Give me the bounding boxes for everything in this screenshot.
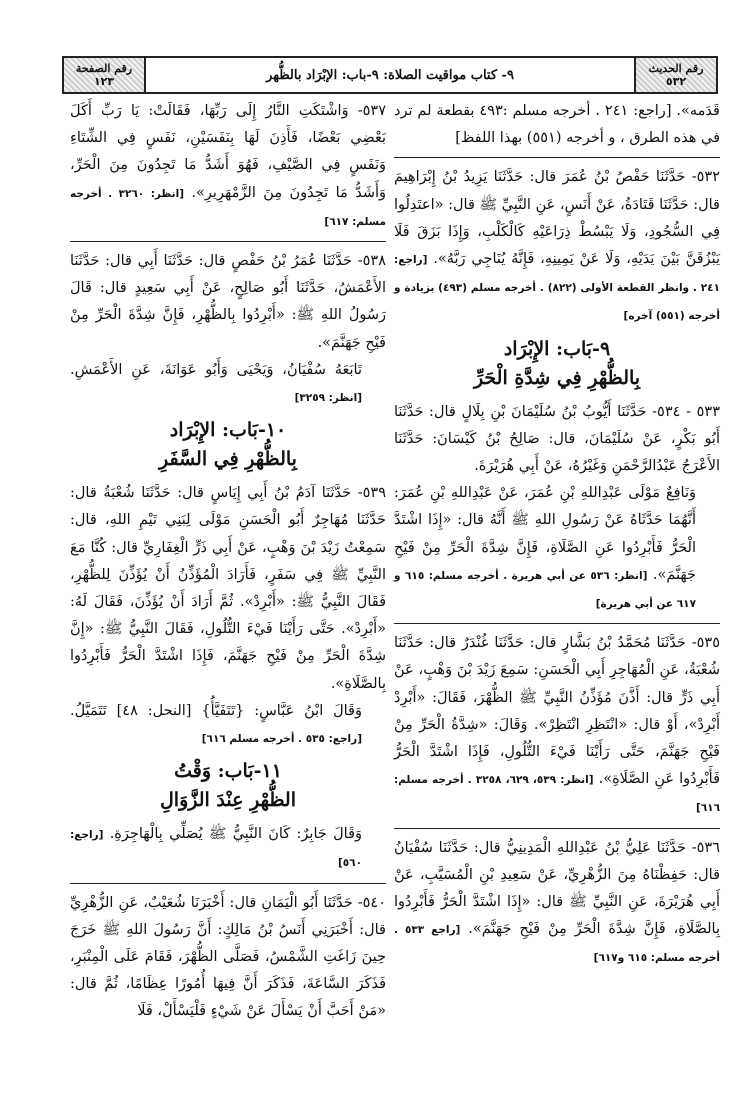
separator [394,623,720,624]
hadith-533-534: ٥٣٣ - ٥٣٤- حَدَّثَنَا أَيُّوبُ بْنُ سُلَيْمَانَ بْنِ بِلَالٍ قال: حَدَّثَنَا أَبُو بَكْرٍ، عَنْ سُلَيْمَانَ، قال: صَالِحُ بْنُ كَيْسَانَ: حَدَّثَنَا الأَعْرَجُ عَبْدُالرَّحْمَنِ وَغَيْرُهُ، عَنْ أَبِي هُرَيْرَةَ. [394,403,720,475]
hadith-number: ٥٣٢ [665,75,687,88]
hadith-539-ref: [راجع: ٥٣٥ . أخرجه مسلم ٦١٦] [201,733,362,746]
page-header [62,56,718,94]
continuation-text: قَدَمه». [راجع: ٢٤١ . أخرجه مسلم :٤٩٣ بقطعة لم ترد في هذه الطرق ، و أخرجه (٥٥١) بهذا اللفظ] [394,103,720,147]
hadith-540: ٥٤٠- حَدَّثَنَا أَبُو الْيَمَانِ قال: أَخْبَرَنَا شُعَيْبٌ، عَنِ الزُّهْرِيِّ قال: أَخْبَرَنِي أَنَسُ بْنُ مَالِكٍ: أَنَّ رَسُولَ اللهِ ﷺ خَرَجَ حِينَ زَاغَتِ الشَّمْسُ، فَصَلَّى الظُّهْرَ، فَقَامَ عَلَى الْمِنْبَرِ، فَذَكَرَ السَّاعَةَ، فَذَكَرَ أَنَّ فِيهَا أُمُورًا عِظَامًا، ثُمَّ قال: «مَنْ أَحَبَّ أَنْ يَسْأَلَ عَنْ شَيْءٍ فَلْيَسْأَلْ، فَلَا [70,894,386,1020]
right-column [394,98,720,973]
hadith-539: ٥٣٩- حَدَّثَنَا آدَمُ بْنُ أَبِي إِيَاسٍ قال: حَدَّثَنَا شُعْبَةُ قال: حَدَّثَنَا مُهَاجِرٌ أَبُو الْحَسَنِ مَوْلَى لِبَنِي تَيْمِ اللهِ، قال: سَمِعْتُ زَيْدَ بْنَ وَهْبٍ، عَنْ أَبِي ذَرٍّ الْغِفَارِيِّ قال: كُنَّا مَعَ النَّبِيِّ ﷺ فِي سَفَرٍ، فَأَرَادَ الْمُؤَذِّنُ أَنْ يُؤَذِّنَ لِلظُّهْرِ، فَقَالَ النَّبِيُّ ﷺ: «أَبْرِدْ». ثُمَّ أَرَادَ أَنْ يُؤَذِّنَ، فَقَالَ لَهُ: «أَبْرِدْ». حَتَّى رَأَيْنَا فَيْءَ التُّلُولِ، فَقَالَ النَّبِيُّ ﷺ: «إِنَّ شِدَّةَ الْحَرِّ مِنْ فَيْحِ جَهَنَّمَ، فَإِذَا اشْتَدَّ الْحَرُّ فَأَبْرِدُوا بِالصَّلَاةِ». [70,485,386,692]
page-number-box [64,58,144,92]
running-title: ٩- كتاب مواقيت الصلاة: ٩-باب: الإبْرَاد بالظُّهر [144,58,636,92]
separator [394,828,720,829]
hadith-538-followup: تَابَعَهُ سُفْيَانُ، وَيَحْيَى وَأَبُو عَوَانَةَ، عَنِ الأَعْمَشِ. [انظر: ٣٢٥٩] [70,361,362,405]
hadith-536-ref: [راجع ٥٣٣ . أخرجه مسلم: ٦١٥ و٦١٧] [394,924,720,965]
hadith-533-ref: [انظر: ٥٣٦ عن أبي هريرة . أخرجه مسلم: ٦١٥ و ٦١٧ عن أبي هريرة] [394,569,696,611]
chapter-10-line-2: بِالظُّهْرِ فِي السَّفَرِ [159,448,297,471]
chapter-9-line-2: بِالظُّهْرِ فِي شِدَّةِ الْحَرِّ [473,366,641,389]
chapter-10-line-1: ١٠-بَاب: الإِبْرَاد [169,419,287,442]
separator [70,883,386,884]
chapter-11-line-2: الظُّهْرِ عِنْدَ الزَّوَالِ [160,789,296,812]
hadith-537: ٥٣٧- وَاشْتَكَتِ النَّارُ إِلَى رَبِّهَا، فَقَالَتْ: يَا رَبِّ أَكَلَ بَعْضِي بَعْضًا، فَأَذِنَ لَهَا بِنَفَسَيْنِ، نَفَسٍ فِي الشِّتَاءِ وَنَفَسٍ فِي الصَّيْفِ، فَهُوَ أَشَدُّ مَا تَجِدُونَ مِنَ الْحَرِّ، وَأَشَدُّ مَا تَجِدُونَ مِنَ الزَّمْهَرِيرِ». [انظر: ٣٢٦٠ . أخرجه مسلم: ٦١٧] [70,103,386,228]
hadith-533-534-continued: وَنَافِعٌ مَوْلَى عَبْدِاللهِ بْنِ عُمَرَ، عَنْ عَبْدِاللهِ بْنِ عُمَرَ: أَنَّهُمَا حَدَّثَاهُ عَنْ رَسُولِ اللهِ ﷺ أَنَّهُ قال: «إِذَا اشْتَدَّ الْحَرُّ فَأَبْرِدُوا عَنِ الصَّلَاةِ، فَإِنَّ شِدَّةَ الْحَرِّ مِنْ فَيْحِ جَهَنَّمَ». [انظر: ٥٣٦ عن أبي هريرة . أخرجه مسلم: ٦١٥ و ٦١٧ عن أبي هريرة] [394,485,696,611]
hadith-537-ref: [انظر: ٣٢٦٠ . أخرجه مسلم: ٦١٧] [70,187,386,228]
hadith-number-label: رقم الحديث [648,62,704,75]
chapter-10-heading [70,416,386,474]
hadith-number-box [636,58,716,92]
separator [394,157,720,158]
jabir-note: وَقَالَ جَابِرٌ: كَانَ النَّبِيُّ ﷺ يُصَلِّي بِالْهَاجِرَةِ. [راجع: ٥٦٠] [70,826,362,870]
separator [70,241,386,242]
chapter-9-heading [394,335,720,393]
chapter-11-heading [70,757,386,815]
jabir-note-ref: [راجع: ٥٦٠] [70,829,362,870]
hadith-535: ٥٣٥- حَدَّثَنَا مُحَمَّدُ بْنُ بَشَّارٍ قال: حَدَّثَنَا غُنْدَرٌ قال: حَدَّثَنَا شُعْبَةُ، عَنِ الْمُهَاجِرِ أَبِي الْحَسَنِ: سَمِعَ زَيْدَ بْنَ وَهْبٍ، عَنْ أَبِي ذَرٍّ قال: أَذَّنَ مُؤَذِّنُ النَّبِيِّ ﷺ الظُّهْرَ، فَقَالَ: «أَبْرِدْ أَبْرِدْ»، أَوْ قال: «انْتَظِرِ انْتَظِرْ». وَقَالَ: «شِدَّةُ الْحَرِّ مِنْ فَيْحِ جَهَنَّمَ، حَتَّى رَأَيْنَا فَيْءَ التُّلُولِ، فَإِذَا اشْتَدَّ الْحَرُّ فَأَبْرِدُوا عَنِ الصَّلَاةِ». [انظر: ٥٣٩، ٦٢٩، ٣٢٥٨ . أخرجه مسلم: ٦١٦] [394,635,721,815]
hadith-535-ref: [انظر: ٥٣٩، ٦٢٩، ٣٢٥٨ . أخرجه مسلم: ٦١٦] [394,774,720,815]
left-column [70,98,386,1026]
hadith-539-note: وَقَالَ ابْنُ عَبَّاسٍ: {تَتَفَيَّأُ} [النحل: ٤٨] تَتَمَيَّلُ. [راجع: ٥٣٥ . أخرجه مسلم ٦١٦] [70,702,362,746]
hadith-532: ٥٣٢- حَدَّثَنَا حَفْصُ بْنُ عُمَرَ قال: حَدَّثَنَا يَزِيدُ بْنُ إِبْرَاهِيمَ قال: حَدَّثَنَا قَتَادَةُ، عَنْ أَنَسٍ، عَنِ النَّبِيِّ ﷺ قال: «اعتَدِلُوا فِي السُّجُودِ، وَلَا يَبْسُطْ ذِرَاعَيْهِ كَالْكَلْبِ، وَإِذَا بَزَقَ فَلَا يَبْزُقَنَّ بَيْنَ يَدَيْهِ، وَلَا عَنْ يَمِينِهِ، فَإِنَّهُ يُنَاجِي رَبَّهُ». [راجع: ٢٤١ . وانظر القطعة الأولى (٨٢٢) . أخرجه مسلم (٤٩٣) بزيادة و أخرجه (٥٥١) آخره] [394,169,720,323]
chapter-11-line-1: ١١-بَاب: وَقْتُ [174,760,282,783]
hadith-536: ٥٣٦- حَدَّثَنَا عَلِيُّ بْنُ عَبْدِاللهِ الْمَدِينِيُّ قال: حَدَّثَنَا سُفْيَانُ قال: حَفِظْنَاهُ مِنَ الزُّهْرِيِّ، عَنْ سَعِيدِ بْنِ الْمُسَيَّبِ، عَنْ أَبِي هُرَيْرَةَ، عَنِ النَّبِيِّ ﷺ قال: «إِذَا اشْتَدَّ الْحَرُّ فَأَبْرِدُوا بِالصَّلَاةِ، فَإِنَّ شِدَّةَ الْحَرِّ مِنْ فَيْحِ جَهَنَّمَ». [راجع ٥٣٣ . أخرجه مسلم: ٦١٥ و٦١٧] [394,839,720,965]
hadith-532-ref: [راجع: ٢٤١ . وانظر القطعة الأولى (٨٢٢) . أخرجه مسلم (٤٩٣) بزيادة و أخرجه (٥٥١) آخره] [394,254,720,323]
hadith-538-ref: [انظر: ٣٢٥٩] [294,392,362,405]
page-number: ١٢٣ [93,75,115,88]
page-number-label: رقم الصفحة [75,62,133,75]
hadith-538: ٥٣٨- حَدَّثَنَا عُمَرُ بْنُ حَفْصٍ قال: حَدَّثَنَا أَبِي قال: حَدَّثَنَا الأَعْمَشُ، حَدَّثَنَا أَبُو صَالِحٍ، عَنْ أَبِي سَعِيدٍ قال: قَالَ رَسُولُ اللهِ ﷺ: «أَبْرِدُوا بِالظُّهْرِ، فَإِنَّ شِدَّةَ الْحَرِّ مِنْ فَيْحِ جَهَنَّمَ». [70,253,386,351]
chapter-9-line-1: ٩-بَاب: الإِبْرَاد [503,337,611,360]
